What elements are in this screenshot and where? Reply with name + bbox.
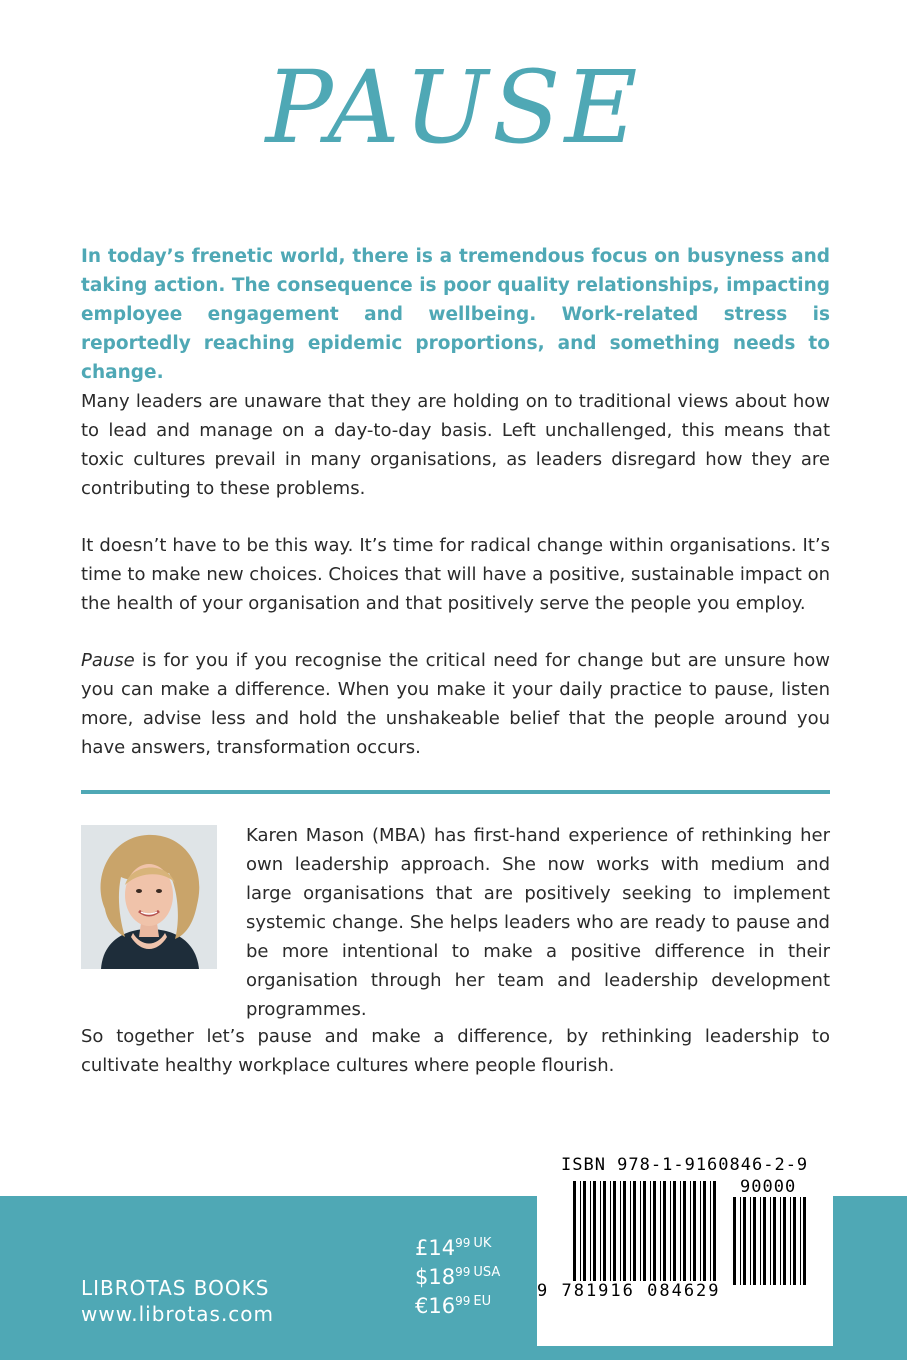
price-eu: $€16^{99}$ $^{EU}$	[415, 1294, 492, 1318]
publisher-url: www.librotas.com	[81, 1302, 275, 1326]
price-list	[415, 1236, 500, 1323]
body-paragraph-3	[81, 646, 830, 762]
ean-digits: 9 781916 084629	[537, 1281, 721, 1301]
publisher-info	[81, 1275, 274, 1327]
section-divider	[81, 790, 830, 794]
author-photo	[81, 825, 217, 969]
publisher-name: LIBROTAS BOOKS	[81, 1276, 270, 1300]
closing-paragraph: So together let’s pause and make a difference, by rethinking leadership to cultivate healthy workplace cultures where people flourish.	[81, 1026, 830, 1076]
book-title: PAUSE	[265, 49, 642, 166]
body-paragraph-2: It doesn’t have to be this way. It’s time for radical change within organisations. It’s time to make new choices. Choices that will have a positive, sustainable impact on the health of your organisation and that positively serve the people you employ.	[81, 535, 830, 614]
price-usa: $\$18^{99}$ $^{USA}$	[415, 1265, 501, 1289]
barcode-bars	[537, 1153, 833, 1346]
author-bio: Karen Mason (MBA) has first-hand experience of rethinking her own leadership approach. She now works with medium and large organisations that are positively seeking to implement systemic change. She helps leaders who are ready to pause and be more intentional to make a positive difference in their organisation through her team and leadership development programmes.	[246, 825, 830, 1020]
body-paragraph-3-text: is for you if you recognise the critical need for change but are unsure how you can make a difference. When you make it your daily practice to pause, listen more, advise less and hold the unshakeable belief that the people around you have answers, transformation occurs.	[81, 650, 830, 758]
book-title-inline: Pause	[81, 650, 135, 671]
barcode-panel	[537, 1153, 833, 1346]
barcode-addon-digits: 90000	[740, 1177, 797, 1197]
price-uk: $£14^{99}$ $^{UK}$	[415, 1236, 492, 1260]
isbn-label: ISBN 978-1-9160846-2-9	[561, 1155, 809, 1175]
body-paragraph-1: Many leaders are unaware that they are holding on to traditional views about how to lead and manage on a day-to-day basis. Left unchallenged, this means that toxic cultures prevail in many organisations, as leaders disregard how they are contributing to these problems.	[81, 391, 830, 499]
lead-paragraph: In today’s frenetic world, there is a tremendous focus on busyness and taking action. The consequence is poor quality relationships, impacting employee engagement and wellbeing. Work-related stress is reportedly reaching epidemic proportions, and something needs to change.	[81, 246, 830, 383]
